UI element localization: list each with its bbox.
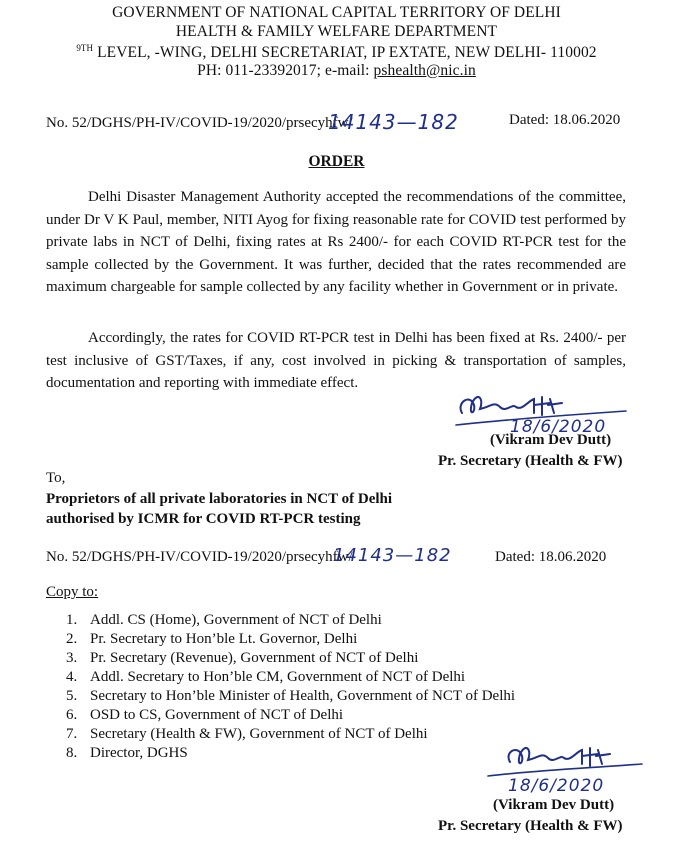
header-address-level: 9TH [76,43,94,53]
copy-ref-handwritten: 14143—182 [333,545,452,566]
list-item: 1. Addl. CS (Home), Government of NCT of Delhi [66,612,382,628]
to-line-1: Proprietors of all private laboratories in NCT of Delhi [46,491,393,507]
signature-2-name: (Vikram Dev Dutt) [493,797,615,813]
header-contact [0,62,673,80]
header-department: HEALTH & FAMILY WELFARE DEPARTMENT [175,23,498,40]
signature-1-date: 18/6/2020 [510,417,607,437]
body-paragraph-2: Accordingly, the rates for COVID RT-PCR test in Delhi has been fixed at Rs. 2400/- per test inclusive of GST/Taxes, if any, cost involved in picking & transportation of samples, documentation and reporting with immediate effect. [46,330,626,391]
copy-ref-number: No. 52/DGHS/PH-IV/COVID-19/2020/prsecyhfw/ [46,549,353,565]
copy-to-label: Copy to: [46,584,99,600]
order-ref-handwritten: 14143—182 [328,110,459,134]
header-address [0,43,673,62]
list-item: 7. Secretary (Health & FW), Government of NCT of Delhi [66,726,428,742]
header-phone: PH: 011-23392017; e-mail: [197,62,374,79]
order-title: ORDER [308,153,365,170]
signature-1-name: (Vikram Dev Dutt) [490,432,612,448]
to-line-2: authorised by ICMR for COVID RT-PCR testing [46,511,361,527]
list-item: 6. OSD to CS, Government of NCT of Delhi [66,707,344,723]
list-item: 8. Director, DGHS [66,745,188,761]
copy-ref-date: Dated: 18.06.2020 [495,549,607,565]
list-item: 2. Pr. Secretary to Hon’ble Lt. Governor, Delhi [66,631,358,647]
list-item: 4. Addl. Secretary to Hon’ble CM, Government of NCT of Delhi [66,669,466,685]
to-label: To, [46,470,66,486]
signature-2-date: 18/6/2020 [508,776,605,796]
body-paragraph-1: Delhi Disaster Management Authority accepted the recommendations of the committee, under Dr V K Paul, member, NITI Ayog for fixing reasonable rate for COVID test performed by private labs in NCT of Delhi, fixing rates at Rs 2400/- for each COVID RT-PCR test for the sample collected by the Government. It was further, decided that the rates recommended are maximum chargeable for sample collected by any facility whether in Government or in private. [46,189,626,295]
list-item: 5. Secretary to Hon’ble Minister of Health, Government of NCT of Delhi [66,688,516,704]
header-email-link[interactable]: pshealth@nic.in [373,62,476,79]
header-address-rest: LEVEL, -WING, DELHI SECRETARIAT, IP EXTATE, NEW DELHI- 110002 [93,44,597,62]
order-ref-number: No. 52/DGHS/PH-IV/COVID-19/2020/prsecyhfw/ [46,115,353,131]
header-government: GOVERNMENT OF NATIONAL CAPITAL TERRITORY OF DELHI [112,4,561,21]
signature-2-designation: Pr. Secretary (Health & FW) [438,818,623,834]
order-ref-date: Dated: 18.06.2020 [509,112,621,128]
list-item: 3. Pr. Secretary (Revenue), Government of NCT of Delhi [66,650,419,666]
signature-1-designation: Pr. Secretary (Health & FW) [438,453,623,469]
